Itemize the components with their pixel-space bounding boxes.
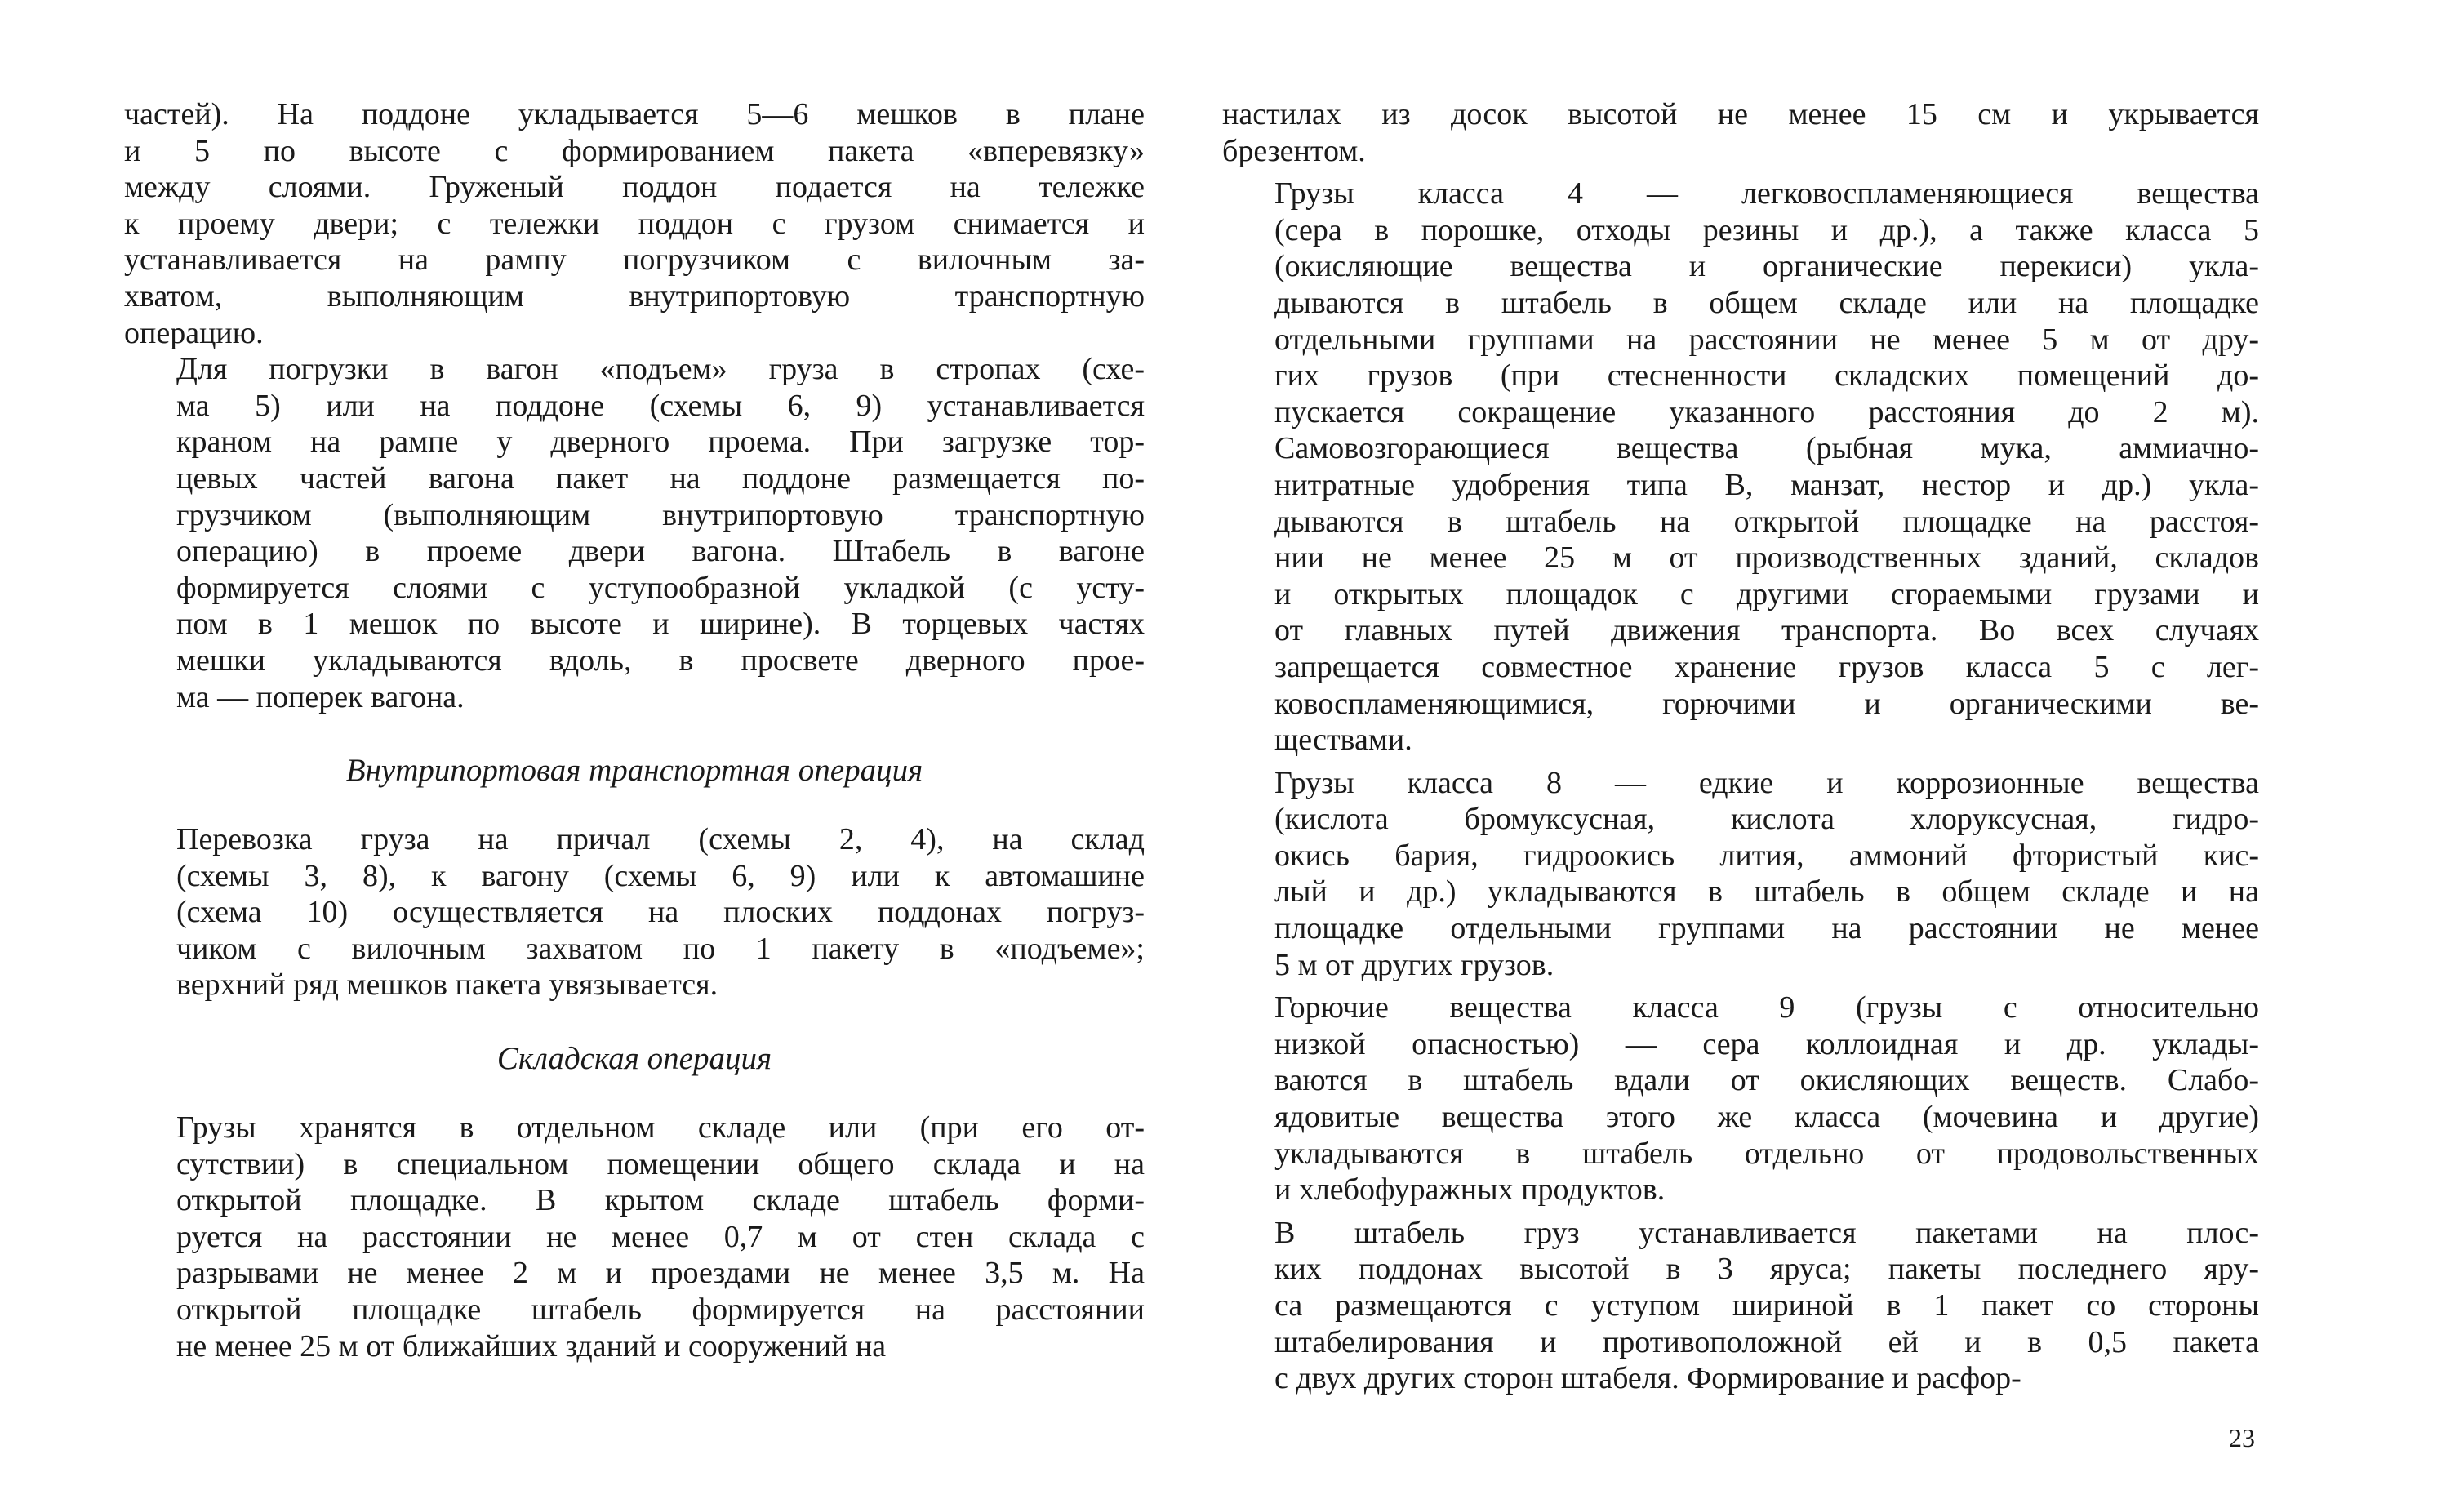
text-line: Перевозка груза на причал (схемы 2, 4), на склад: [176, 822, 1145, 857]
text-line: са размещаются с уступом шириной в 1 пакет со стороны: [1274, 1288, 2259, 1323]
text-line: настилах из досок высотой не менее 15 см и укрывается: [1222, 97, 2259, 131]
text-line: пускается сокращение указанного расстояния до 2 м).: [1274, 394, 2259, 429]
text-line: хватом, выполняющим внутрипортовую транспортную: [124, 278, 1145, 314]
paragraph: [124, 96, 1145, 351]
text-line: (кислота бромуксусная, кислота хлоруксусная, гидро-: [1274, 802, 2259, 837]
paragraph: [1222, 1215, 2259, 1397]
text-line: цевых частей вагона пакет на поддоне размещается по-: [176, 460, 1145, 496]
text-line: отдельными группами на расстоянии не менее 5 м от дру-: [1274, 322, 2259, 357]
text-line: верхний ряд мешков пакета увязывается.: [176, 968, 718, 1003]
text-line: штабелирования и противоположной ей и в 0,5 пакета: [1274, 1324, 2259, 1359]
paragraph: [124, 1110, 1145, 1364]
text-line: чиком с вилочным захватом по 1 пакету в «подъеме»;: [176, 931, 1145, 966]
text-line: 5 м от других грузов.: [1274, 947, 1554, 982]
paragraph: [1222, 176, 2259, 758]
text-line: нитратные удобрения типа В, манзат, нестор и др.) укла-: [1274, 467, 2259, 502]
text-line: Для погрузки в вагон «подъем» груза в стропах (схе-: [176, 352, 1145, 387]
left-column: [124, 96, 1145, 1364]
text-line: Горючие вещества класса 9 (грузы с относительно: [1274, 990, 2259, 1025]
text-line: брезентом.: [1222, 133, 1366, 168]
text-line: Грузы хранятся в отдельном складе или (при его от-: [176, 1110, 1145, 1145]
text-line: ядовитые вещества этого же класса (мочевина и другие): [1274, 1100, 2259, 1135]
text-line: и открытых площадок с другими сгораемыми грузами и: [1274, 576, 2259, 612]
text-line: Самовозгорающиеся вещества (рыбная мука, аммиачно-: [1274, 431, 2259, 466]
text-line: краном на рампе у дверного проема. При загрузке тор-: [176, 425, 1145, 460]
text-line: ма 5) или на поддоне (схемы 6, 9) устанавливается: [176, 388, 1145, 423]
text-line: запрещается совместное хранение грузов класса 5 с лег-: [1274, 649, 2259, 684]
text-line: низкой опасностью) — сера коллоидная и др. уклады-: [1274, 1026, 2259, 1061]
text-line: (окисляющие вещества и органические перекиси) укла-: [1274, 249, 2259, 284]
text-line: открытой площадке. В крытом складе штабель форми-: [176, 1183, 1145, 1218]
text-line: окись бария, гидроокись лития, аммоний фтористый кис-: [1274, 838, 2259, 873]
text-line: лый и др.) укладываются в штабель в общем складе и на: [1274, 874, 2259, 910]
section-heading: Складская операция: [496, 1041, 772, 1077]
text-line: ма — поперек вагона.: [176, 679, 465, 714]
text-line: мешки укладываются вдоль, в просвете дверного прое-: [176, 643, 1145, 678]
paragraph: [124, 821, 1145, 1003]
text-line: от главных путей движения транспорта. Во всех случаях: [1274, 613, 2259, 648]
text-line: В штабель груз устанавливается пакетами на плос-: [1274, 1215, 2259, 1250]
right-column: [1222, 96, 2259, 1397]
text-line: между слоями. Груженый поддон подается на тележке: [124, 170, 1145, 205]
text-line: грузчиком (выполняющим внутрипортовую транспортную: [176, 497, 1145, 532]
paragraph: [1222, 96, 2259, 169]
text-line: нии не менее 25 м от производственных зданий, складов: [1274, 540, 2259, 576]
text-line: руется на расстоянии не менее 0,7 м от стен склада с: [176, 1219, 1145, 1254]
text-line: с двух других сторон штабеля. Формирование и расфор-: [1274, 1361, 2021, 1396]
text-line: ваются в штабель вдали от окисляющих веществ. Слабо-: [1274, 1063, 2259, 1098]
text-line: частей). На поддоне укладывается 5—6 мешков в плане: [124, 97, 1145, 131]
text-line: дываются в штабель в общем складе или на площадке: [1274, 285, 2259, 320]
text-line: открытой площадке штабель формируется на расстоянии: [176, 1292, 1145, 1328]
text-line: ществами.: [1274, 723, 1412, 758]
text-line: разрывами не менее 2 м и проездами не менее 3,5 м. На: [176, 1256, 1145, 1291]
section-heading: Внутрипортовая транспортная операция: [345, 753, 923, 789]
text-line: пом в 1 мешок по высоте и ширине). В торцевых частях: [176, 607, 1145, 642]
text-line: (сера в порошке, отходы резины и др.), а также класса 5: [1274, 212, 2259, 247]
text-line: (схемы 3, 8), к вагону (схемы 6, 9) или к автомашине: [176, 858, 1145, 893]
text-line: (схема 10) осуществляется на плоских поддонах погруз-: [176, 895, 1145, 930]
text-line: Грузы класса 4 — легковоспламеняющиеся вещества: [1274, 176, 2259, 211]
text-line: и хлебофуражных продуктов.: [1274, 1172, 1666, 1208]
text-line: устанавливается на рампу погрузчиком с вилочным за-: [124, 242, 1145, 278]
text-line: ких поддонах высотой в 3 яруса; пакеты последнего яру-: [1274, 1252, 2259, 1287]
text-line: ковоспламеняющимися, горючими и органическими ве-: [1274, 686, 2259, 721]
text-line: к проему двери; с тележки поддон с грузом снимается и: [124, 206, 1145, 241]
text-line: и 5 по высоте с формированием пакета «вперевязку»: [124, 133, 1145, 168]
text-line: Грузы класса 8 — едкие и коррозионные вещества: [1274, 765, 2259, 800]
text-line: дываются в штабель на открытой площадке на расстоя-: [1274, 504, 2259, 539]
text-line: гих грузов (при стесненности складских помещений до-: [1274, 358, 2259, 394]
paragraph: [1222, 990, 2259, 1208]
paragraph: [124, 351, 1145, 715]
paragraph: [1222, 765, 2259, 984]
text-line: не менее 25 м от ближайших зданий и сооружений на: [176, 1328, 887, 1363]
text-line: укладываются в штабель отдельно от продовольственных: [1274, 1136, 2259, 1171]
text-line: формируется слоями с уступообразной укладкой (с усту-: [176, 570, 1145, 605]
page-number: 23: [2229, 1423, 2255, 1452]
text-line: площадке отдельными группами на расстоянии не менее: [1274, 911, 2259, 946]
text-line: сутствии) в специальном помещении общего склада и на: [176, 1146, 1145, 1181]
text-line: операцию.: [124, 315, 264, 350]
text-line: операцию) в проеме двери вагона. Штабель в вагоне: [176, 534, 1145, 569]
